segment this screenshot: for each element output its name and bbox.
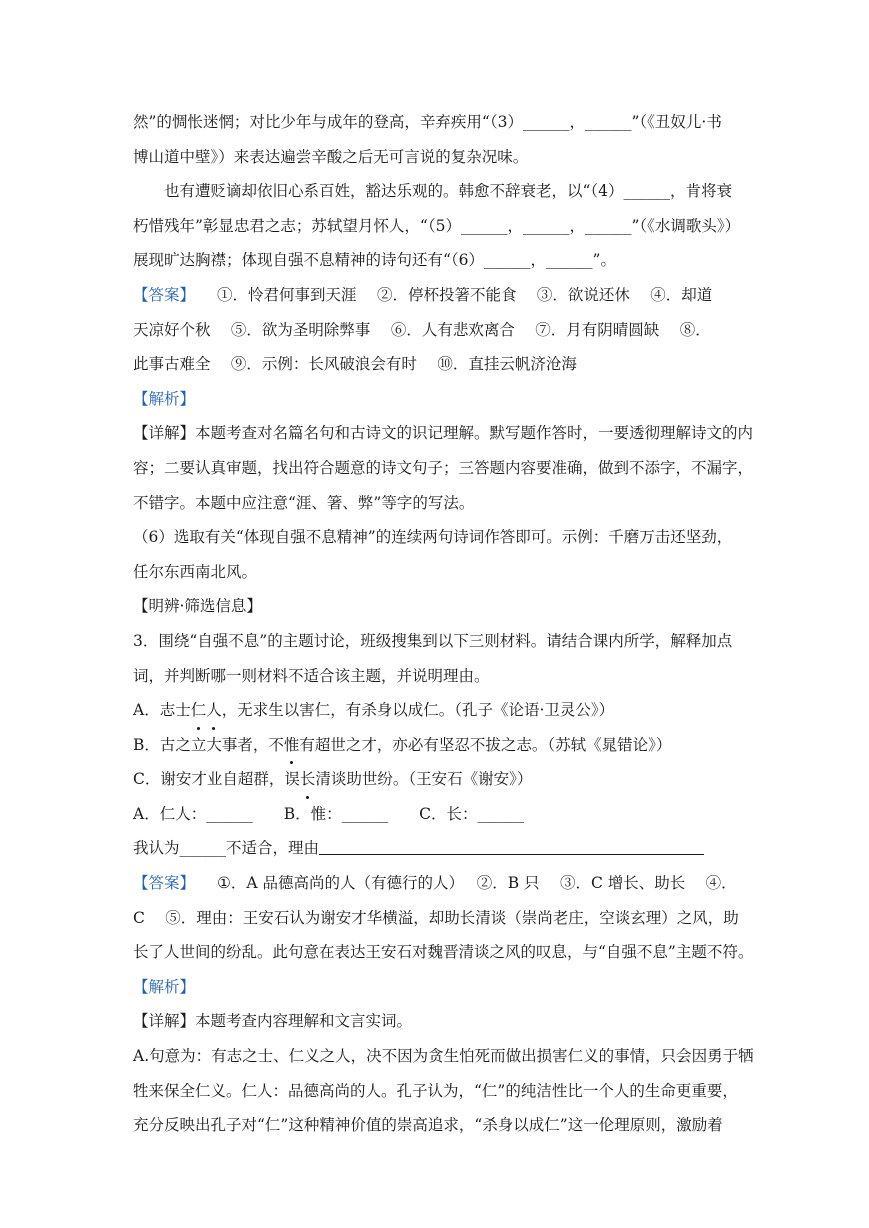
detail-line: （6）选取有关“体现自强不息精神”的连续两句诗词作答即可。示例：千磨万击还坚劲， xyxy=(133,528,733,547)
answer-line xyxy=(133,278,738,313)
answer-line: 此事古难全 ⑨．示例：长风破浪会有时 ⑩．直挂云帆济沧海 xyxy=(133,355,577,374)
section-heading: 【明辨·筛选信息】 xyxy=(133,597,262,616)
material-text: 清谈助世纷。（王安石《谢安》） xyxy=(315,770,533,789)
material-text: ，无求生以害仁，有杀身以成仁。（孔子《论语·卫灵公》） xyxy=(221,701,615,720)
answer-line: 长了人世间的纷乱。此句意在表达王安石对魏晋清谈之风的叹息，与“自强不息”主题不符。 xyxy=(133,943,754,962)
dotted-char: 惟 xyxy=(284,728,300,763)
text-line: 博山道中壁》）来表达遍尝辛酸之后无可言说的复杂况味。 xyxy=(133,147,529,166)
document-body xyxy=(133,105,754,1143)
detail-line: 【详解】本题考查对名篇名句和古诗文的识记理解。默写题作答时，一要透彻理解诗文的内 xyxy=(133,424,754,443)
answer-text: ①．怜君何事到天涯 ②．停杯投箸不能食 ③．欲说还休 ④．却道 xyxy=(217,285,713,304)
material-text: 有超世之才，亦必有坚忍不拔之志。（苏轼《晁错论》） xyxy=(299,735,672,754)
detail-line: 牲来保全仁义。仁人：品德高尚的人。孔子认为，“仁”的纯洁性比一个人的生命更重要， xyxy=(133,1081,738,1100)
dotted-char: 长 xyxy=(300,762,316,797)
material-c xyxy=(133,762,738,797)
material-text: C．谢安才业自超群，误 xyxy=(133,770,300,789)
detail-line: 【详解】本题考查内容理解和文言实词。 xyxy=(133,1012,413,1031)
text-line: 朽惜残年”彰显忠君之志；苏轼望月怀人，“（5）______，______，______”（《水调歌头》） xyxy=(133,216,741,235)
text-line: 也有遭贬谪却依旧心系百姓，豁达乐观的。韩愈不辞衰老，以“（4）______，肯将衰 xyxy=(164,182,733,201)
text-line: 展现旷达胸襟；体现自强不息精神的诗句还有“（6）______，______”。 xyxy=(133,251,616,270)
material-b xyxy=(133,728,738,763)
opinion-line xyxy=(133,831,738,866)
answer-line: 天凉好个秋 ⑤．欲为圣明除弊事 ⑥．人有悲欢离合 ⑦．月有阴晴圆缺 ⑧． xyxy=(133,320,711,339)
opinion-text: 我认为______不适合，理由 xyxy=(133,839,320,858)
question-line: 3．围绕“自强不息”的主题讨论，班级搜集到以下三则材料。请结合课内所学，解释加点 xyxy=(133,631,733,650)
dotted-char: 仁 xyxy=(191,693,207,728)
detail-line: 任尔东西南北风。 xyxy=(133,562,258,581)
analysis-label: 【解析】 xyxy=(133,389,196,408)
question-line: 词，并判断哪一则材料不适合该主题，并说明理由。 xyxy=(133,666,490,685)
material-a xyxy=(133,693,738,728)
detail-line: 充分反映出孔子对“仁”这种精神价值的崇高追求，“杀身以成仁”这一伦理原则，激励着 xyxy=(133,1116,723,1135)
detail-line: 容；二要认真审题，找出符合题意的诗文句子；三答题内容要准确，做到不添字，不漏字， xyxy=(133,458,754,477)
answer-line xyxy=(133,866,738,901)
material-text: B．古之立大事者，不 xyxy=(133,735,284,754)
detail-line: A.句意为：有志之士、仁义之人，决不因为贪生怕死而做出损害仁义的事情，只会因勇于牺 xyxy=(133,1047,754,1066)
answer-underline xyxy=(319,836,704,855)
dotted-char: 人 xyxy=(206,693,222,728)
analysis-label: 【解析】 xyxy=(133,977,196,996)
material-text: A．志士 xyxy=(133,701,191,720)
detail-line: 不错字。本题中应注意“涯、箸、弊”等字的写法。 xyxy=(133,493,475,512)
answer-label: 【答案】 xyxy=(133,874,196,893)
text-line: 然”的惆怅迷惘；对比少年与成年的登高，辛弃疾用“（3）______，______”（《丑奴儿·书 xyxy=(133,113,722,131)
answer-label: 【答案】 xyxy=(133,285,196,304)
answer-line: C ⑤．理由：王安石认为谢安才华横溢，却助长清谈（崇尚老庄，空谈玄理）之风，助 xyxy=(133,908,739,927)
fill-blanks: A．仁人：______ B．惟：______ C．长：______ xyxy=(133,804,524,823)
answer-text: ①．A 品德高尚的人（有德行的人） ②．B 只 ③．C 增长、助长 ④． xyxy=(217,874,737,893)
